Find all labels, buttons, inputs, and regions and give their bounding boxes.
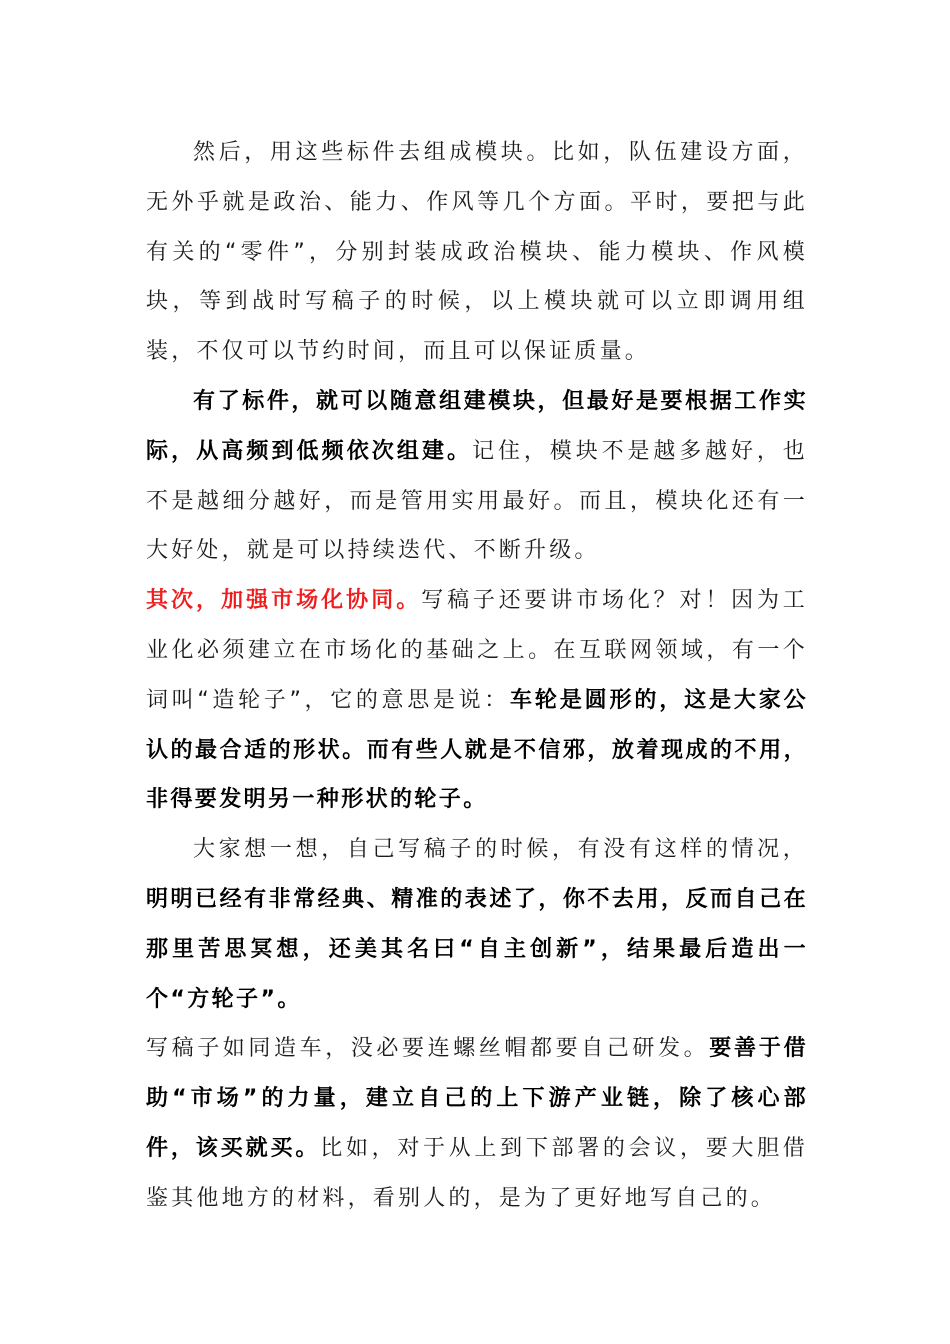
document-body (146, 128, 808, 1224)
paragraph-build-car (146, 1024, 808, 1223)
paragraph-modules (146, 128, 808, 377)
text-run: 然后，用这些标件去组成模块。比如，队伍建设方面，无外乎就是政治、能力、作风等几个方面。平时，要把与此有关的“零件”，分别封装成政治模块、能力模块、作风模块，等到战时写稿子的时候，以上模块就可以立即调用组装，不仅可以节约时间，而且可以保证质量。 (146, 140, 808, 365)
emphasis-text: 明明已经有非常经典、精准的表述了，你不去用，反而自己在那里苦思冥想，还美其名曰“自主创新”，结果最后造出一个“方轮子”。 (146, 886, 808, 1012)
paragraph-square-wheel (146, 825, 808, 1024)
text-run: 记住，模块不是越多越好，也不是越细分越好，而是管用实用最好。而且，模块化还有一大好处，就是可以持续迭代、不断升级。 (146, 438, 808, 564)
paragraph-standard-parts (146, 377, 808, 576)
section-heading: 其次，加强市场化协同。 (146, 588, 422, 614)
emphasis-text: 有了标件，就可以随意组建模块，但最好是要根据工作实际，从高频到低频依次组建。 (146, 388, 808, 464)
text-run: 写稿子如同造车，没必要连螺丝帽都要自己研发。 (146, 1036, 710, 1062)
text-run: 写稿子还要讲市场化？对！因为工业化必须建立在市场化的基础之上。在互联网领域，有一个词叫“造轮子”，它的意思是说： (146, 588, 808, 713)
text-run: 大家想一想，自己写稿子的时候，有没有这样的情况， (193, 837, 808, 863)
text-run: 比如，对于从上到下部署的会议，要大胆借鉴其他地方的材料，看别人的，是为了更好地写自己的。 (146, 1135, 808, 1211)
emphasis-text: 车轮是圆形的，这是大家公认的最合适的形状。而有些人就是不信邪，放着现成的不用，非得要发明另一种形状的轮子。 (146, 687, 808, 813)
emphasis-text: 要善于借助“市场”的力量，建立自己的上下游产业链，除了核心部件，该买就买。 (146, 1036, 809, 1161)
paragraph-market-coordination (146, 576, 808, 825)
